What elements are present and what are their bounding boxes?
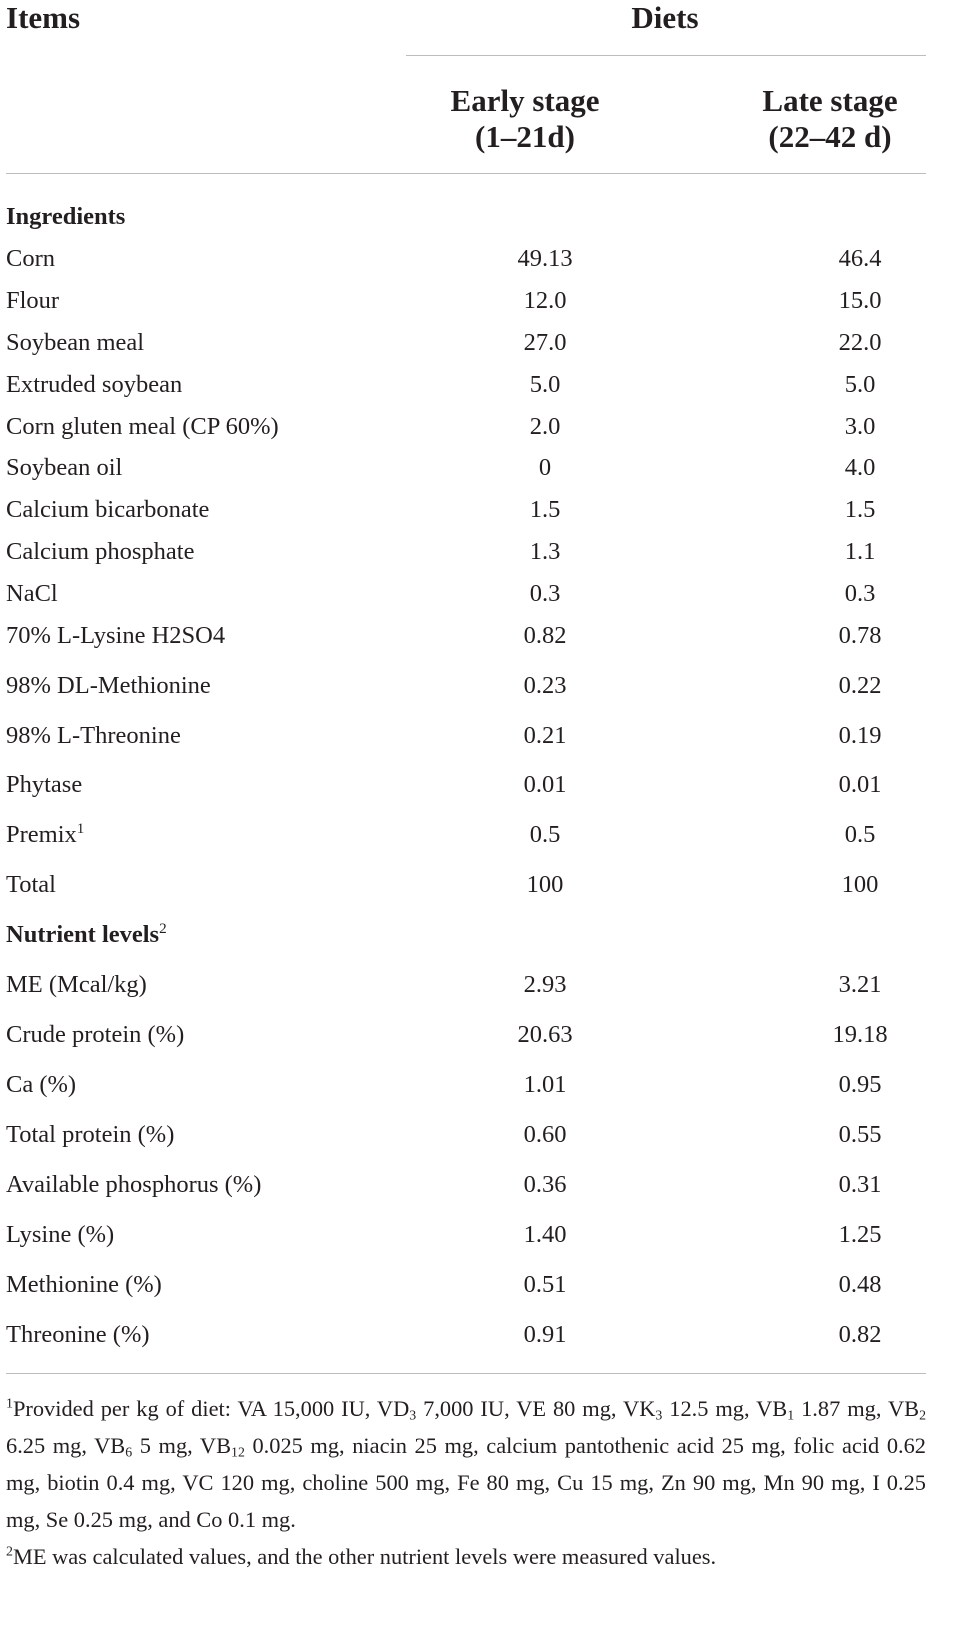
early-stage-title: Early stage <box>450 83 600 118</box>
early-value: 0.82 <box>523 622 567 649</box>
footnote-subscript: 6 <box>125 1445 133 1461</box>
footnote-1 <box>6 1390 926 1538</box>
row-label: Methionine (%) <box>6 1271 162 1298</box>
footnote-1-text: 1.87 mg, VB <box>794 1396 920 1421</box>
row-label: Corn <box>6 245 55 272</box>
footnote-1-ref: 1 <box>76 819 85 837</box>
row-label: Corn gluten meal (CP 60%) <box>6 413 279 440</box>
row-label: Soybean oil <box>6 454 123 481</box>
late-value: 0.48 <box>838 1271 882 1298</box>
row-label: Extruded soybean <box>6 371 183 398</box>
nutrients-section-label: Nutrient levels <box>6 921 160 948</box>
late-value: 5.0 <box>844 371 876 398</box>
row-label: Available phosphorus (%) <box>6 1171 262 1198</box>
late-stage-range: (22–42 d) <box>768 119 892 154</box>
row-label: Phytase <box>6 771 83 798</box>
row-label: 70% L-Lysine H2SO4 <box>6 622 226 649</box>
late-value: 0.78 <box>838 622 882 649</box>
row-label: Ca (%) <box>6 1071 77 1098</box>
early-value: 100 <box>526 871 564 898</box>
row-label: Flour <box>6 287 60 314</box>
early-value: 1.40 <box>523 1221 567 1248</box>
early-value: 27.0 <box>523 329 567 356</box>
late-value: 0.3 <box>844 580 876 607</box>
row-label: NaCl <box>6 580 58 607</box>
row-label: Calcium phosphate <box>6 538 195 565</box>
late-value: 0.55 <box>838 1121 882 1148</box>
early-value: 0.23 <box>523 672 567 699</box>
early-value: 0.91 <box>523 1321 567 1348</box>
footnote-subscript: 12 <box>231 1445 245 1461</box>
early-value: 0.3 <box>529 580 561 607</box>
early-stage-header <box>410 83 640 155</box>
row-label: Total protein (%) <box>6 1121 175 1148</box>
early-value: 2.93 <box>523 971 567 998</box>
row-label: 98% L-Threonine <box>6 722 181 749</box>
early-value: 0.01 <box>523 771 567 798</box>
late-value: 0.31 <box>838 1171 882 1198</box>
early-value: 1.01 <box>523 1071 567 1098</box>
header-rule <box>6 173 926 174</box>
early-value: 5.0 <box>529 371 561 398</box>
early-value: 2.0 <box>529 413 561 440</box>
early-value: 1.3 <box>529 538 561 565</box>
early-stage-range: (1–21d) <box>475 119 575 154</box>
ingredients-section-title: Ingredients <box>6 203 126 230</box>
late-value: 1.5 <box>844 496 876 523</box>
row-label: Soybean meal <box>6 329 145 356</box>
late-value: 0.82 <box>838 1321 882 1348</box>
footnote-1-text: 6.25 mg, VB <box>6 1433 126 1458</box>
late-value: 3.0 <box>844 413 876 440</box>
diets-header: Diets <box>631 0 699 35</box>
late-value: 19.18 <box>832 1021 888 1048</box>
items-header: Items <box>6 0 81 35</box>
late-value: 0.01 <box>838 771 882 798</box>
early-value: 1.5 <box>529 496 561 523</box>
late-stage-title: Late stage <box>762 83 898 118</box>
premix-name: Premix <box>6 821 77 848</box>
footnote-2-ref: 2 <box>159 919 167 937</box>
late-value: 0.5 <box>844 821 876 848</box>
footnote-1-mark: 1 <box>6 1396 13 1412</box>
late-value: 1.25 <box>838 1221 882 1248</box>
row-label: Crude protein (%) <box>6 1021 185 1048</box>
early-value: 12.0 <box>523 287 567 314</box>
footnote-subscript: 3 <box>655 1408 663 1424</box>
footnote-2-mark: 2 <box>6 1544 13 1560</box>
row-label: ME (Mcal/kg) <box>6 971 147 998</box>
footnote-subscript: 2 <box>919 1408 927 1424</box>
row-label: Total <box>6 871 56 898</box>
table-bottom-rule <box>6 1373 926 1374</box>
early-value: 0.60 <box>523 1121 567 1148</box>
footnote-subscript: 3 <box>409 1408 417 1424</box>
early-value: 0.21 <box>523 722 567 749</box>
row-label: Lysine (%) <box>6 1221 115 1248</box>
late-value: 4.0 <box>844 454 876 481</box>
early-value: 0.36 <box>523 1171 567 1198</box>
late-value: 46.4 <box>838 245 882 272</box>
row-label: Threonine (%) <box>6 1321 150 1348</box>
footnote-1-text: Provided per kg of diet: VA 15,000 IU, VD <box>12 1396 410 1421</box>
diets-rule <box>406 55 926 56</box>
nutrients-section-title <box>6 920 167 950</box>
late-value: 0.95 <box>838 1071 882 1098</box>
footnote-1-text: 0.025 mg, niacin 25 mg, calcium pantothenic acid 25 mg, folic acid 0.62 mg, biotin 0.4 mg, VC 120 mg, choline 500 mg, Fe 80 mg, Cu 15 mg, Zn 90 mg, Mn 90 mg, I 0.25 mg, Se 0.25 mg, and Co 0.1 mg. <box>6 1433 926 1532</box>
footnote-1-text: 7,000 IU, VE 80 mg, VK <box>416 1396 656 1421</box>
late-stage-header <box>730 83 930 155</box>
late-value: 22.0 <box>838 329 882 356</box>
late-value: 100 <box>841 871 879 898</box>
footnote-2 <box>6 1538 926 1575</box>
late-value: 0.22 <box>838 672 882 699</box>
row-label: Calcium bicarbonate <box>6 496 210 523</box>
footnote-subscript: 1 <box>787 1408 795 1424</box>
footnote-2-text: ME was calculated values, and the other nutrient levels were measured values. <box>12 1544 717 1569</box>
late-value: 3.21 <box>838 971 882 998</box>
late-value: 0.19 <box>838 722 882 749</box>
early-value: 20.63 <box>517 1021 573 1048</box>
late-value: 1.1 <box>844 538 876 565</box>
late-value: 15.0 <box>838 287 882 314</box>
early-value: 0.51 <box>523 1271 567 1298</box>
footnote-1-text: 12.5 mg, VB <box>662 1396 788 1421</box>
early-value: 0.5 <box>529 821 561 848</box>
early-value: 0 <box>538 454 552 481</box>
early-value: 49.13 <box>517 245 573 272</box>
premix-label <box>6 820 84 850</box>
footnote-1-text: 5 mg, VB <box>132 1433 232 1458</box>
row-label: 98% DL-Methionine <box>6 672 211 699</box>
